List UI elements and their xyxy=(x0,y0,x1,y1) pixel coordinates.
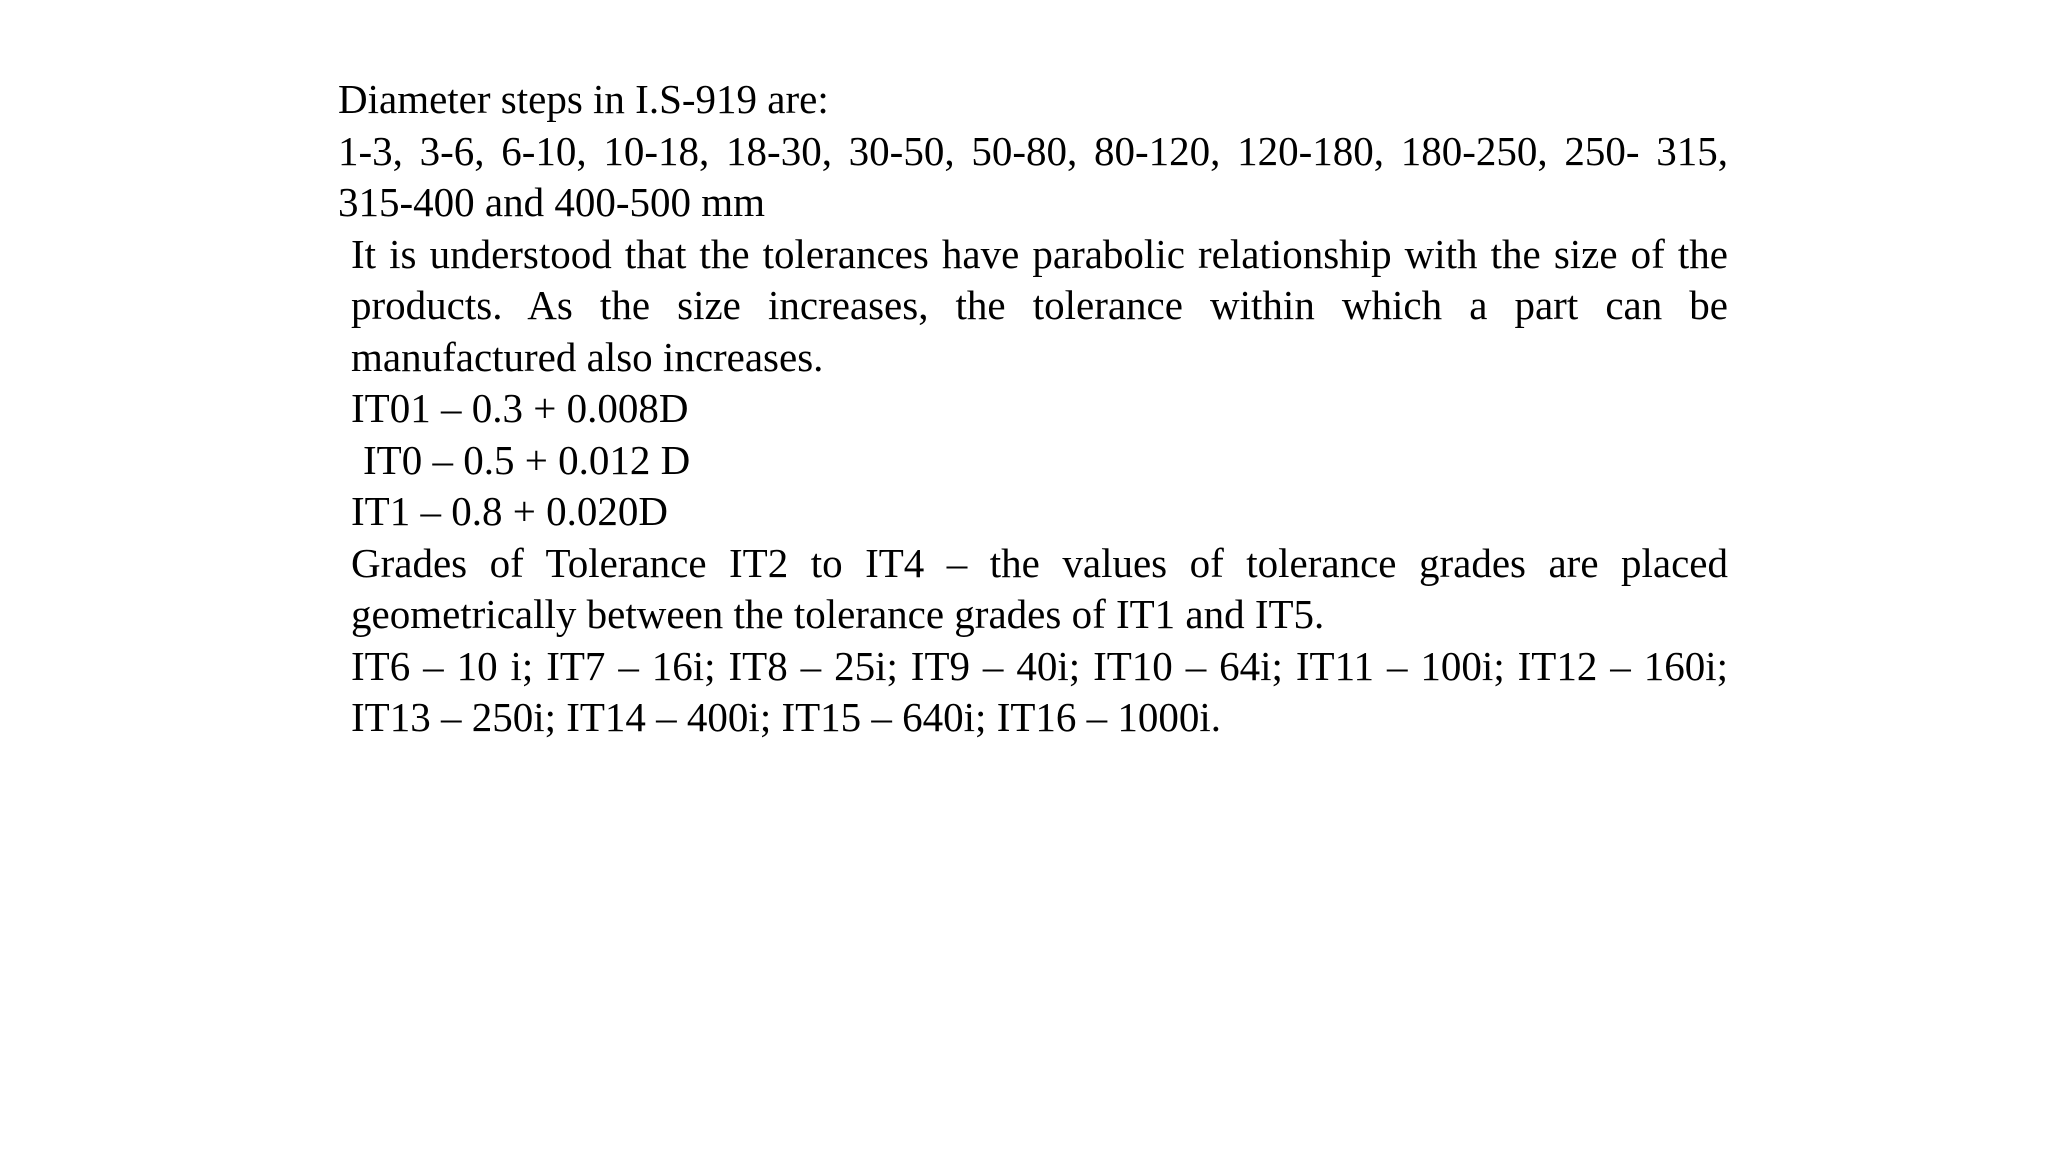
grades-it6-it16-list: IT6 – 10 i; IT7 – 16i; IT8 – 25i; IT9 – 40i; IT10 – 64i; IT11 – 100i; IT12 – 160i; IT13 – 250i; IT14 – 400i; IT15 – 640i; IT16 – 1000i. xyxy=(351,642,1728,740)
it0-formula: IT0 – 0.5 + 0.012 D xyxy=(363,436,691,483)
grades-it2-it4-paragraph: Grades of Tolerance IT2 to IT4 – the values of tolerance grades are placed geometrically between the tolerance grades of IT1 and IT5. xyxy=(351,539,1728,637)
it01-formula: IT01 – 0.3 + 0.008D xyxy=(351,385,689,431)
parabolic-relationship-paragraph: It is understood that the tolerances have parabolic relationship with the size of the products. As the size increases, the tolerance within which a part can be manufactured also increases. xyxy=(351,230,1728,380)
slide-text-body xyxy=(338,74,1728,744)
it1-formula: IT1 – 0.8 + 0.020D xyxy=(351,488,668,534)
diameter-heading: Diameter steps in I.S-919 are: xyxy=(338,76,829,122)
diameter-steps-text: 1-3, 3-6, 6-10, 10-18, 18-30, 30-50, 50-80, 80-120, 120-180, 180-250, 250- 315, 315-400 and 400-500 mm xyxy=(338,127,1728,225)
